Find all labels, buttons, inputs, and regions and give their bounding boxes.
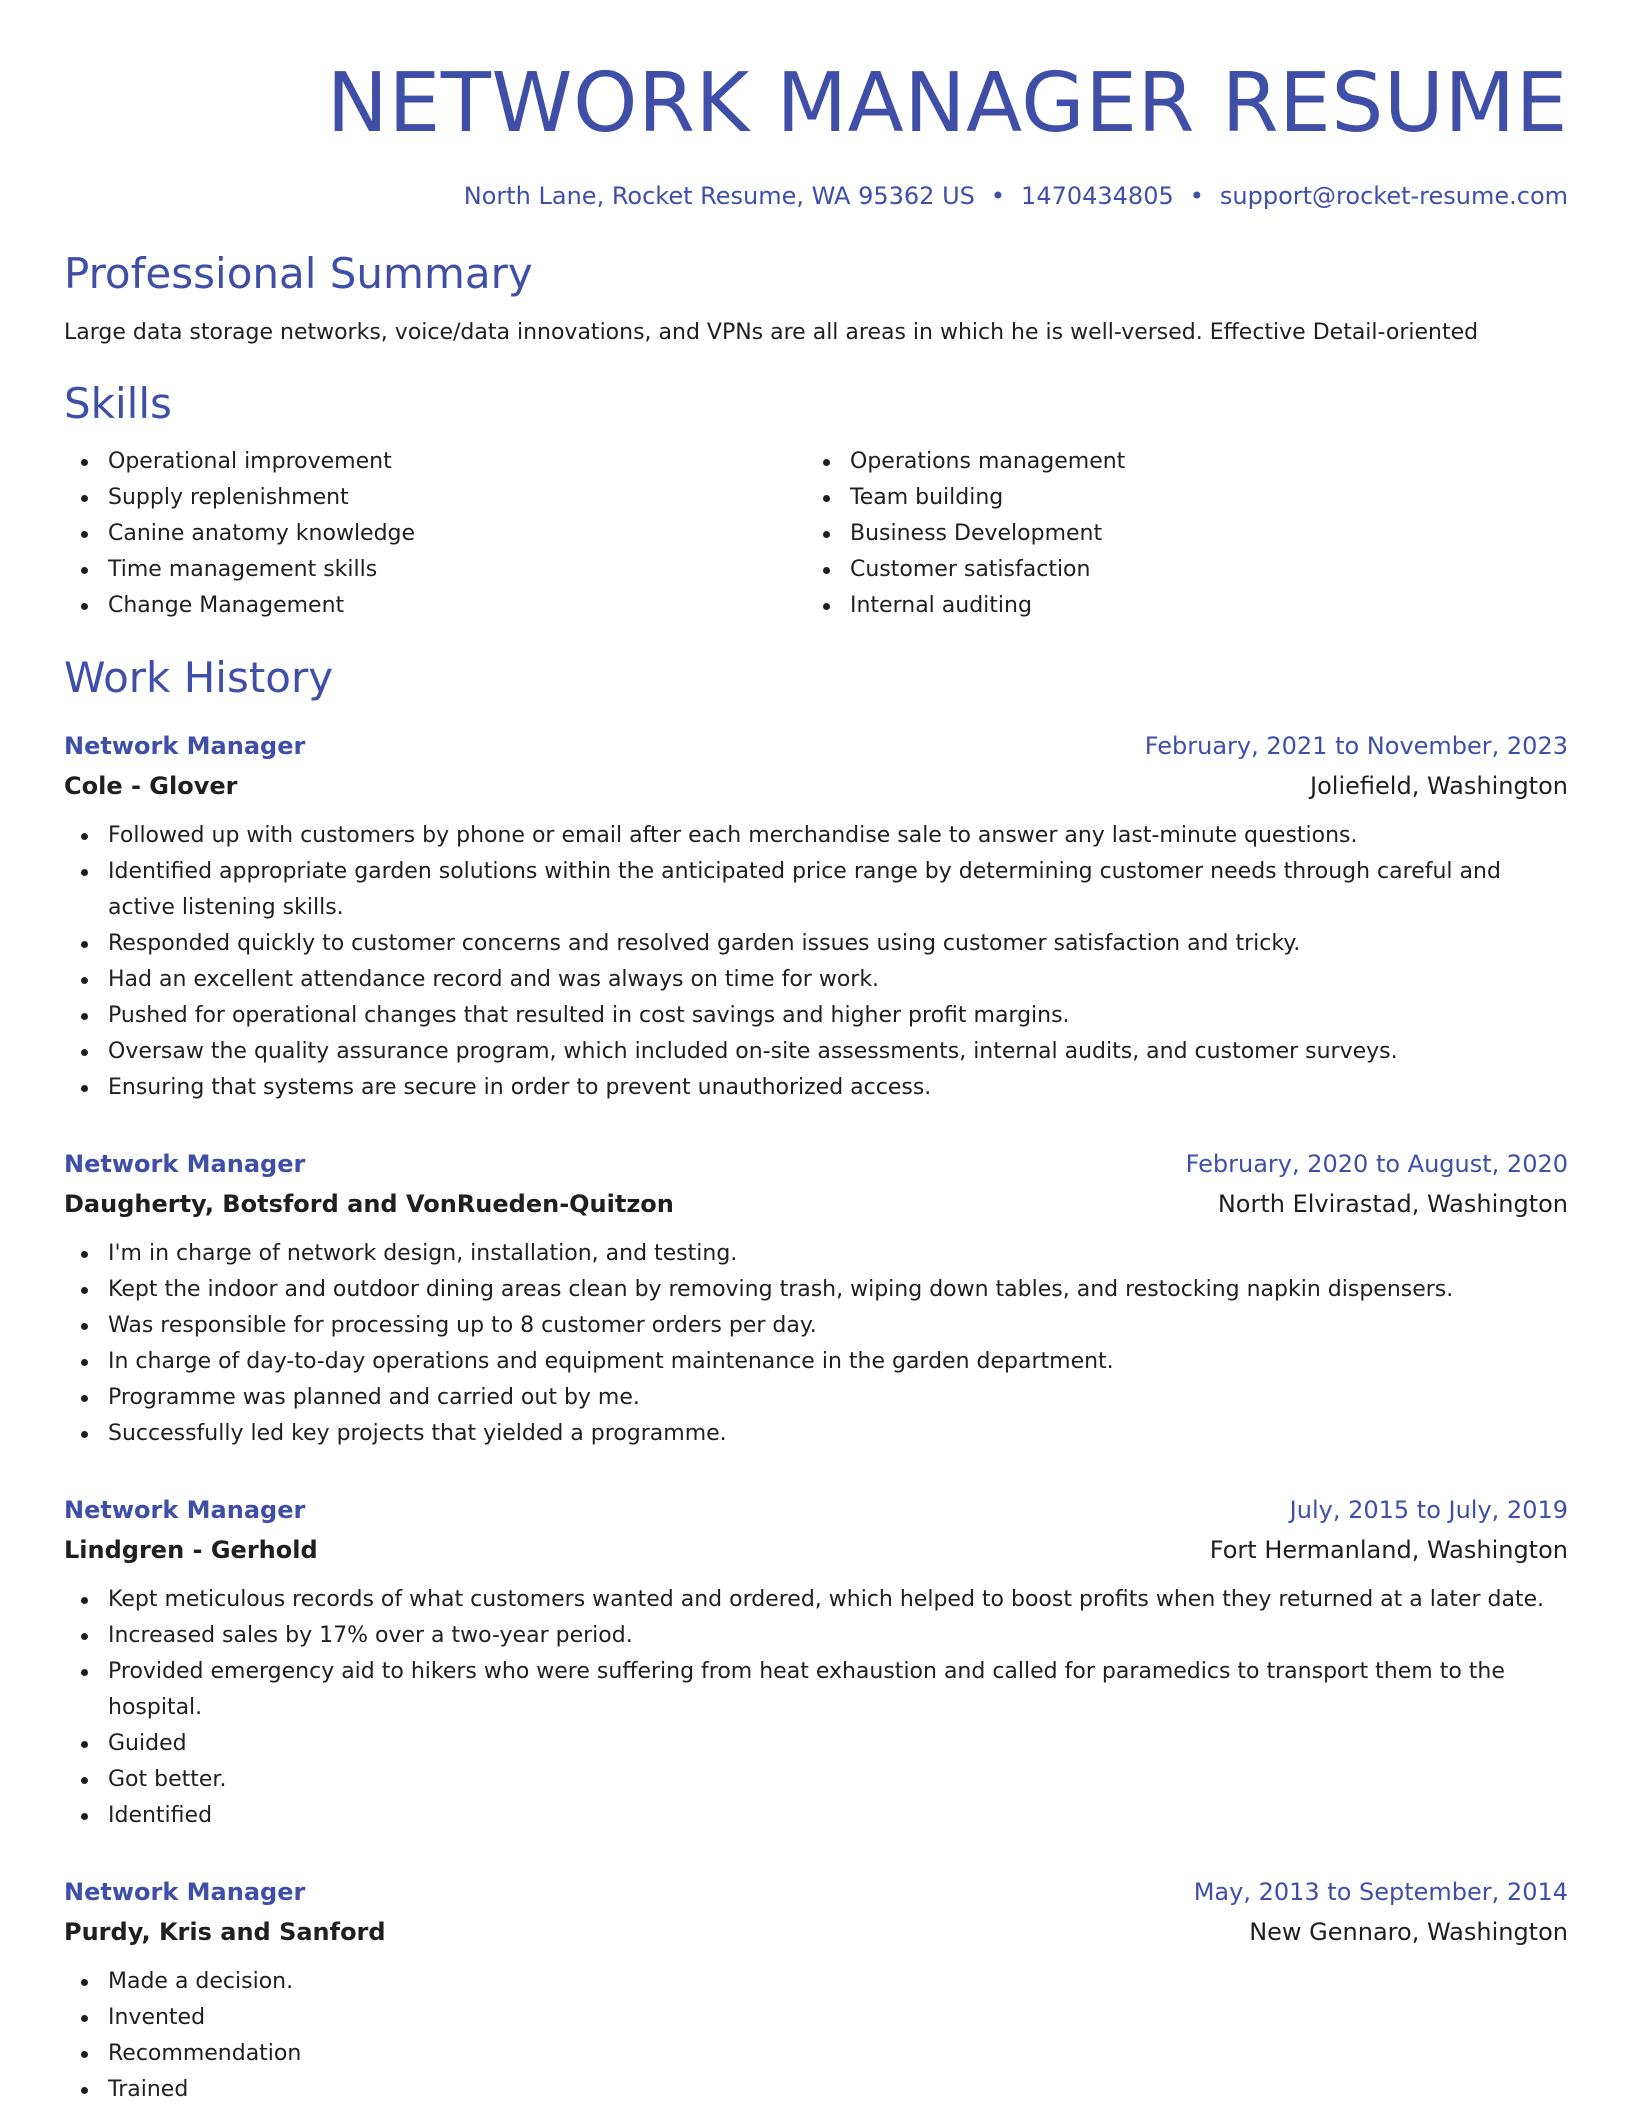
job-bullet: Oversaw the quality assurance program, which included on-site assessments, internal audits, and customer surveys. xyxy=(64,1034,1568,1070)
job-entry xyxy=(64,726,1568,1106)
job-dates: July, 2015 to July, 2019 xyxy=(1289,1496,1568,1524)
contact-separator: • xyxy=(1189,182,1204,210)
job-bullet: In charge of day-to-day operations and equipment maintenance in the garden department. xyxy=(64,1344,1568,1380)
job-company-row xyxy=(64,766,1568,806)
summary-heading: Professional Summary xyxy=(64,249,533,298)
job-title: Network Manager xyxy=(64,732,306,760)
skill-item: Internal auditing xyxy=(806,588,1548,624)
job-bullet: Was responsible for processing up to 8 customer orders per day. xyxy=(64,1308,1568,1344)
job-bullet: Successfully led key projects that yielded a programme. xyxy=(64,1416,1568,1452)
job-entry xyxy=(64,1872,1568,2108)
job-title-row xyxy=(64,726,1568,766)
job-dates: May, 2013 to September, 2014 xyxy=(1193,1878,1568,1906)
job-location: Fort Hermanland, Washington xyxy=(1209,1536,1568,1564)
job-location: Joliefield, Washington xyxy=(1310,772,1568,800)
job-bullet: Provided emergency aid to hikers who were suffering from heat exhaustion and called for paramedics to transport them to the hospital. xyxy=(64,1654,1568,1726)
job-entry xyxy=(64,1490,1568,1834)
job-bullet: Trained xyxy=(64,2072,1568,2108)
resume-page xyxy=(64,0,1568,2108)
job-company: Purdy, Kris and Sanford xyxy=(64,1918,386,1946)
job-bullets xyxy=(64,1964,1568,2108)
skills-column-left xyxy=(64,444,806,624)
job-bullet: Pushed for operational changes that resulted in cost savings and higher profit margins. xyxy=(64,998,1568,1034)
skill-item: Canine anatomy knowledge xyxy=(64,516,806,552)
skills-column-right xyxy=(806,444,1548,624)
resume-header xyxy=(64,0,1568,212)
job-dates: February, 2020 to August, 2020 xyxy=(1185,1150,1568,1178)
job-title: Network Manager xyxy=(64,1496,306,1524)
job-bullets xyxy=(64,1582,1568,1834)
job-bullet: Kept meticulous records of what customers wanted and ordered, which helped to boost profits when they returned at a later date. xyxy=(64,1582,1568,1618)
job-company-row xyxy=(64,1184,1568,1224)
summary-text: Large data storage networks, voice/data innovations, and VPNs are all areas in which he is well-versed. Effective Detail-oriented xyxy=(64,320,1479,345)
contact-separator: • xyxy=(990,182,1006,210)
job-bullet: Made a decision. xyxy=(64,1964,1568,2000)
skill-item: Operations management xyxy=(806,444,1548,480)
skill-item: Customer satisfaction xyxy=(806,552,1548,588)
skill-item: Operational improvement xyxy=(64,444,806,480)
job-bullet: Followed up with customers by phone or email after each merchandise sale to answer any last-minute questions. xyxy=(64,818,1568,854)
job-location: North Elvirastad, Washington xyxy=(1217,1190,1568,1218)
contact-address: North Lane, Rocket Resume, WA 95362 US xyxy=(463,182,975,210)
skills-heading: Skills xyxy=(64,379,172,428)
resume-name: NETWORK MANAGER RESUME xyxy=(326,56,1568,151)
skills-list xyxy=(64,444,1568,624)
job-company: Cole - Glover xyxy=(64,772,238,800)
job-bullet: Increased sales by 17% over a two-year period. xyxy=(64,1618,1568,1654)
job-bullet: Got better. xyxy=(64,1762,1568,1798)
contact-phone: 1470434805 xyxy=(1021,182,1174,210)
job-bullets xyxy=(64,1236,1568,1452)
job-bullet: Responded quickly to customer concerns and resolved garden issues using customer satisfaction and tricky. xyxy=(64,926,1568,962)
contact-email: support@rocket-resume.com xyxy=(1219,182,1568,210)
job-bullet: Kept the indoor and outdoor dining areas clean by removing trash, wiping down tables, and restocking napkin dispensers. xyxy=(64,1272,1568,1308)
job-location: New Gennaro, Washington xyxy=(1249,1918,1568,1946)
contact-line xyxy=(64,180,1568,212)
skill-item: Change Management xyxy=(64,588,806,624)
skill-item: Business Development xyxy=(806,516,1548,552)
job-title-row xyxy=(64,1872,1568,1912)
job-company: Lindgren - Gerhold xyxy=(64,1536,318,1564)
job-entry xyxy=(64,1144,1568,1452)
skill-item: Supply replenishment xyxy=(64,480,806,516)
skill-item: Team building xyxy=(806,480,1548,516)
skill-item: Time management skills xyxy=(64,552,806,588)
job-bullet: Guided xyxy=(64,1726,1568,1762)
job-bullets xyxy=(64,818,1568,1106)
job-title: Network Manager xyxy=(64,1878,306,1906)
job-bullet: Had an excellent attendance record and was always on time for work. xyxy=(64,962,1568,998)
job-bullet: I'm in charge of network design, installation, and testing. xyxy=(64,1236,1568,1272)
job-bullet: Ensuring that systems are secure in order to prevent unauthorized access. xyxy=(64,1070,1568,1106)
job-bullet: Programme was planned and carried out by me. xyxy=(64,1380,1568,1416)
job-title: Network Manager xyxy=(64,1150,306,1178)
job-company-row xyxy=(64,1912,1568,1952)
work-history-heading: Work History xyxy=(64,653,334,702)
job-bullet: Identified appropriate garden solutions within the anticipated price range by determining customer needs through careful and active listening skills. xyxy=(64,854,1568,926)
job-title-row xyxy=(64,1490,1568,1530)
job-company-row xyxy=(64,1530,1568,1570)
job-company: Daugherty, Botsford and VonRueden-Quitzon xyxy=(64,1190,674,1218)
job-bullet: Identified xyxy=(64,1798,1568,1834)
job-title-row xyxy=(64,1144,1568,1184)
job-dates: February, 2021 to November, 2023 xyxy=(1144,732,1568,760)
job-bullet: Recommendation xyxy=(64,2036,1568,2072)
job-bullet: Invented xyxy=(64,2000,1568,2036)
